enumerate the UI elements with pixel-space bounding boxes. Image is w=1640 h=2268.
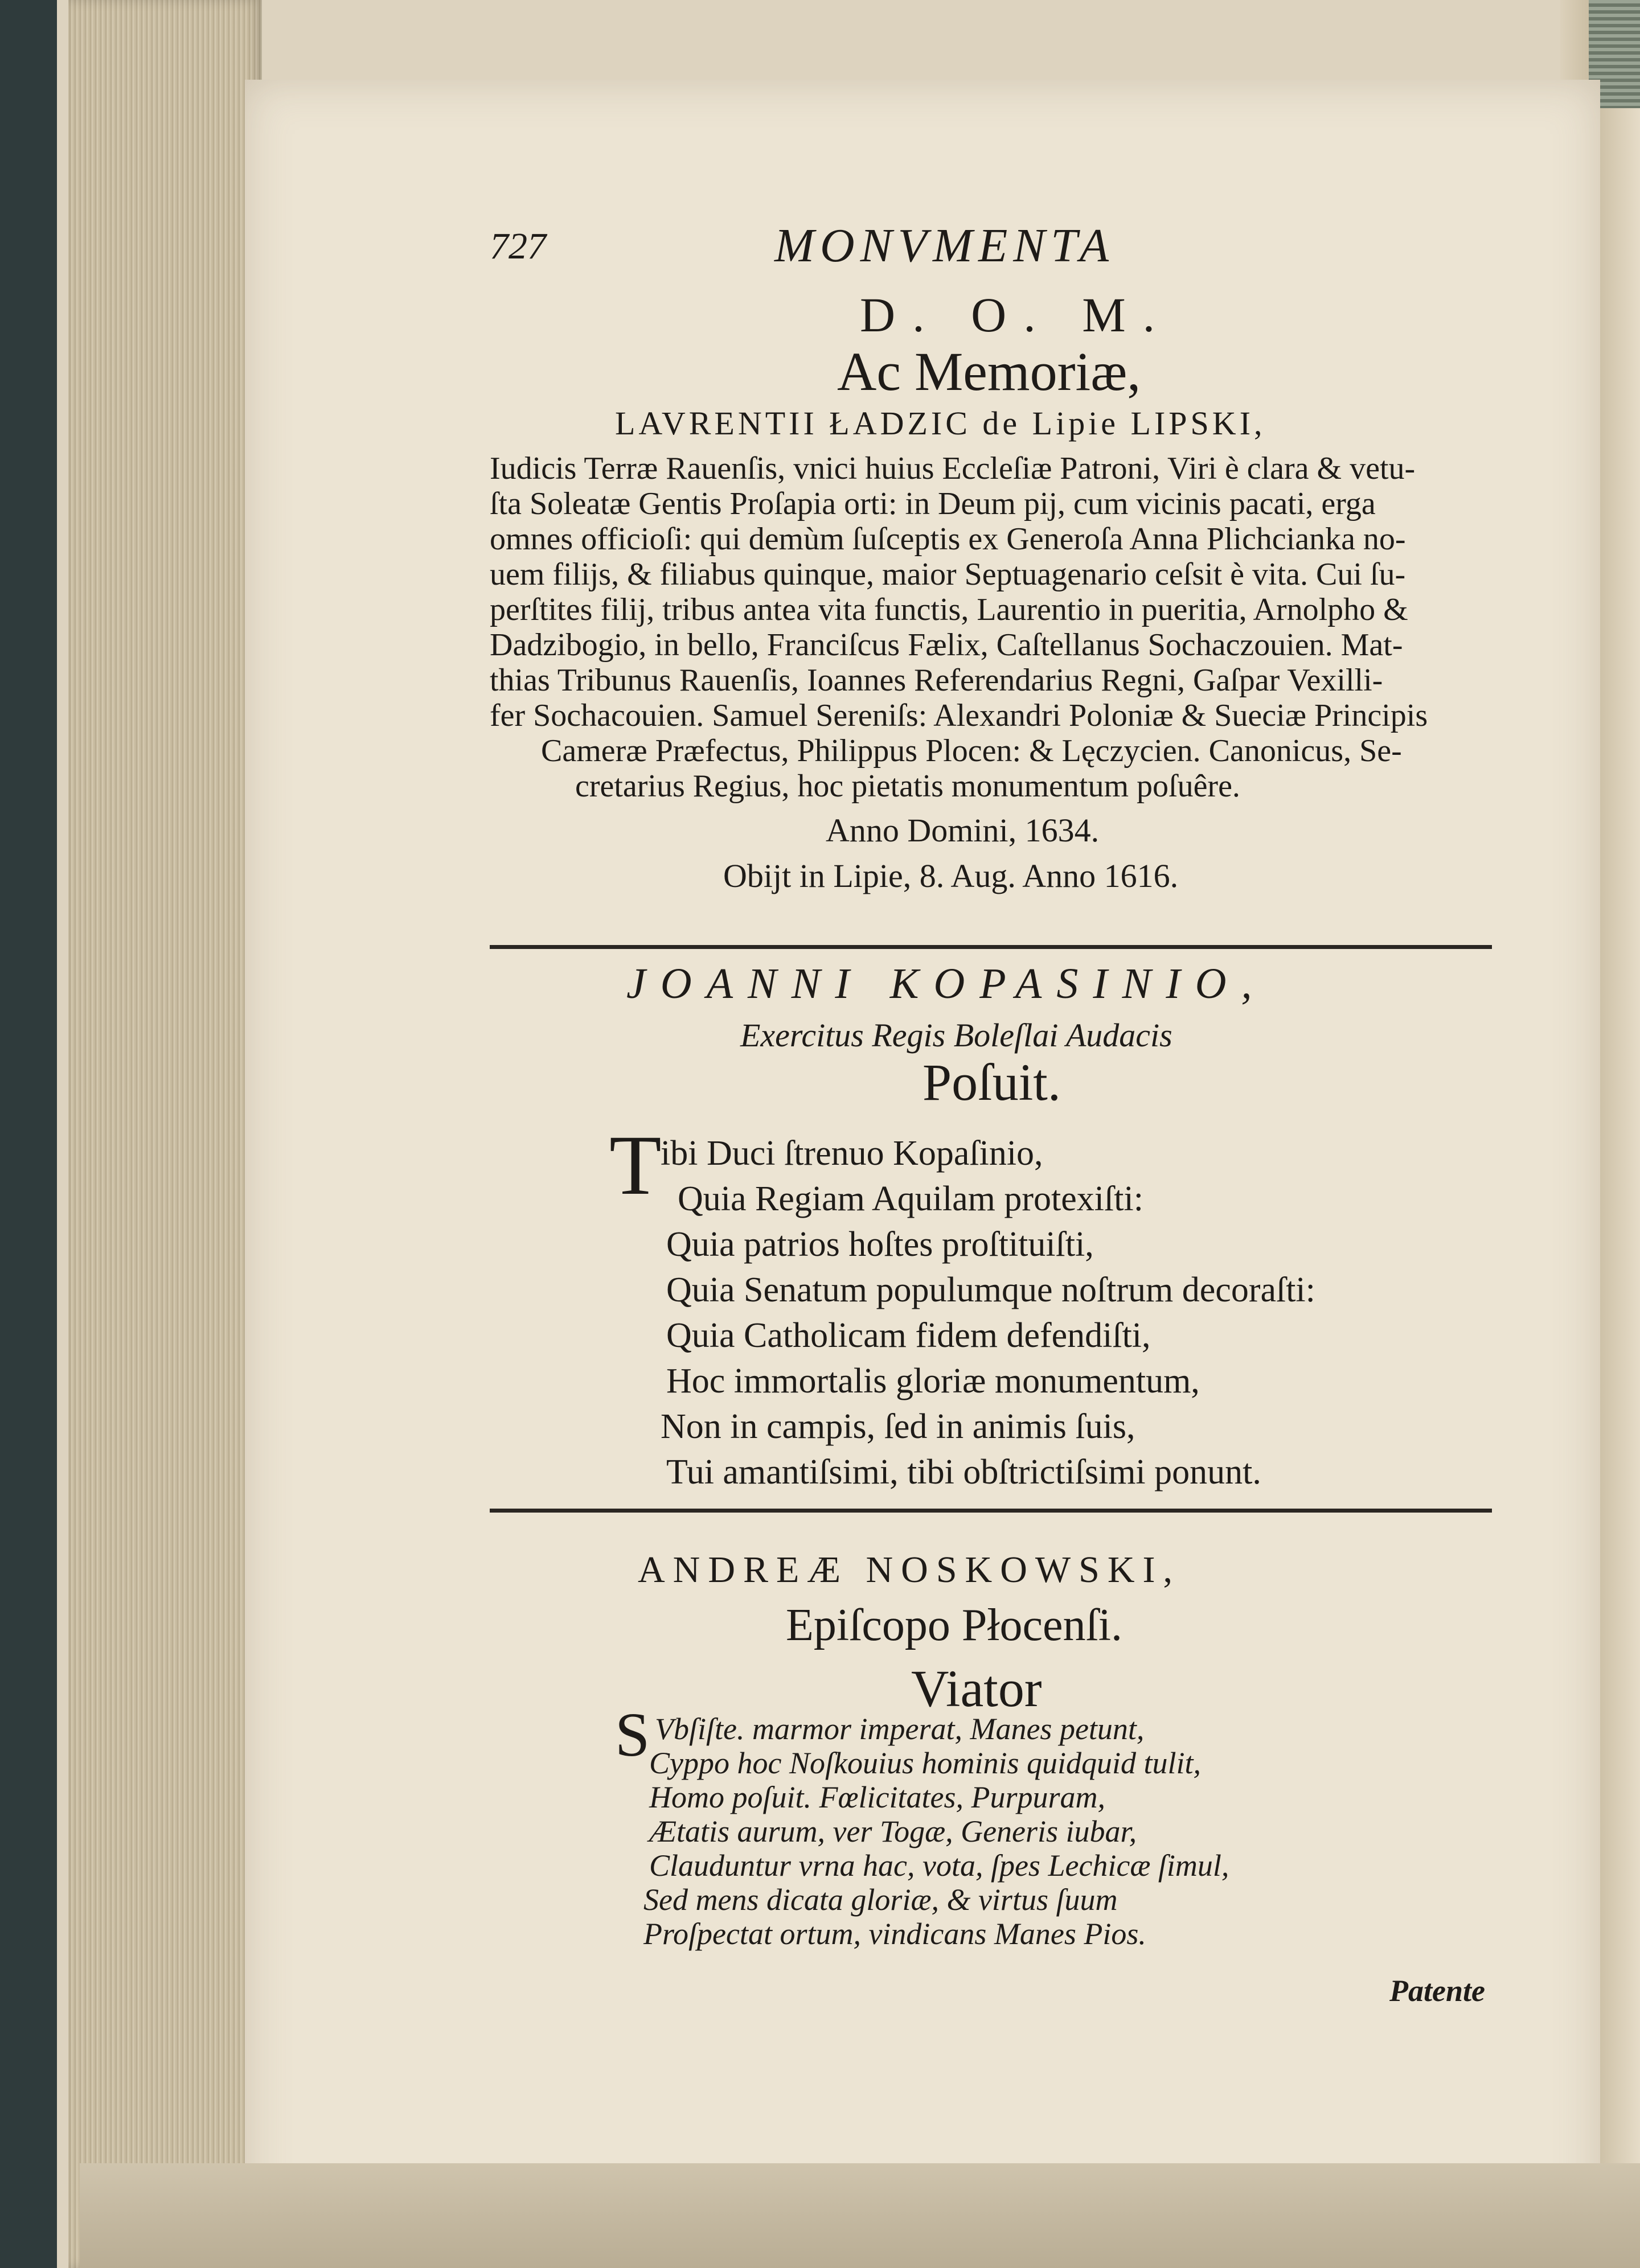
poem-line: ibi Duci ſtrenuo Kopaſinio, <box>661 1134 1043 1173</box>
verse-line: Clauduntur vrna hac, vota, ſpes Lechicæ ſimul, <box>649 1848 1229 1883</box>
dom-heading: D. O. M. <box>860 287 1172 342</box>
poem-line: Non in campis, ſed in animis ſuis, <box>661 1407 1135 1446</box>
body-line: cretarius Regius, hoc pietatis monumentum poſuêre. <box>575 769 1240 804</box>
poem-line: Quia Catholicam fidem defendiſti, <box>666 1316 1151 1355</box>
body-line: Cameræ Præfectus, Philippus Plocen: & Lęczycien. Canonicus, Se- <box>541 733 1402 769</box>
page-edges <box>68 0 262 2268</box>
honoree-name: JOANNI KOPASINIO, <box>626 960 1267 1008</box>
poem-line: Tui amantiſsimi, tibi obſtrictiſsimi ponunt. <box>666 1453 1261 1492</box>
poem-line: Hoc immortalis gloriæ monumentum, <box>666 1362 1200 1400</box>
verse-line: Ætatis aurum, ver Togæ, Generis iubar, <box>649 1814 1137 1848</box>
obijt-line: Obijt in Lipie, 8. Aug. Anno 1616. <box>723 857 1179 894</box>
body-line: uem filijs, & filiabus quinque, maior Septuagenario ceſsit è vita. Cui ſu- <box>490 557 1406 592</box>
poem-line: Quia Regiam Aquilam protexiſti: <box>678 1180 1143 1218</box>
page-foot-edge <box>80 2163 1640 2268</box>
dedication-heading: Ac Memoriæ, <box>837 341 1141 402</box>
drop-cap: S <box>615 1700 650 1769</box>
body-line: Iudicis Terræ Rauenſis, vnici huius Eccleſiæ Patroni, Viri è clara & vetu- <box>490 451 1416 486</box>
anno-domini: Anno Domini, 1634. <box>826 812 1100 849</box>
verse-line: Proſpectat ortum, vindicans Manes Pios. <box>643 1917 1146 1951</box>
verse-line: Vbſiſte. marmor imperat, Manes petunt, <box>655 1712 1145 1746</box>
catchword: Patente <box>1389 1974 1485 2008</box>
title-line: Epiſcopo Płocenſi. <box>786 1600 1123 1650</box>
verse-line: Homo poſuit. Fœlicitates, Purpuram, <box>649 1780 1105 1814</box>
verse-line: Sed mens dicata gloriæ, & virtus ſuum <box>643 1883 1118 1917</box>
body-line: perſtites filij, tribus antea vita functis, Laurentio in pueritia, Arnolpho & <box>490 592 1408 627</box>
viator-heading: Viator <box>911 1659 1042 1718</box>
body-line: fer Sochacouien. Samuel Sereniſs: Alexandri Poloniæ & Sueciæ Principis <box>490 698 1428 733</box>
section-rule <box>490 945 1492 949</box>
body-line: thias Tribunus Rauenſis, Ioannes Referendarius Regni, Gaſpar Vexilli- <box>490 663 1383 698</box>
section-rule <box>490 1509 1492 1513</box>
body-line: omnes officioſi: qui demùm ſuſceptis ex Generoſa Anna Plichcianka no- <box>490 521 1406 557</box>
poem-line: Quia Senatum populumque noſtrum decoraſti: <box>666 1271 1315 1309</box>
page-number: 727 <box>490 225 546 267</box>
body-line: ſta Soleatæ Gentis Proſapia orti: in Deum pij, cum vicinis pacati, erga <box>490 486 1376 521</box>
verse-line: Cyppo hoc Noſkouius hominis quidquid tulit, <box>649 1746 1201 1780</box>
subtitle: Exercitus Regis Boleſlai Audacis <box>740 1017 1172 1054</box>
poem-line: Quia patrios hoſtes proſtituiſti, <box>666 1225 1094 1264</box>
body-line: Dadzibogio, in bello, Franciſcus Fælix, Caſtellanus Sochaczouien. Mat- <box>490 627 1403 663</box>
drop-cap: T <box>609 1118 662 1213</box>
posuit-heading: Poſuit. <box>922 1053 1061 1111</box>
honoree-name: ANDREÆ NOSKOWSKI, <box>638 1549 1181 1591</box>
honoree-name: LAVRENTII ŁADZIC de Lipie LIPSKI, <box>615 405 1266 442</box>
running-head: MONVMENTA <box>774 219 1115 272</box>
